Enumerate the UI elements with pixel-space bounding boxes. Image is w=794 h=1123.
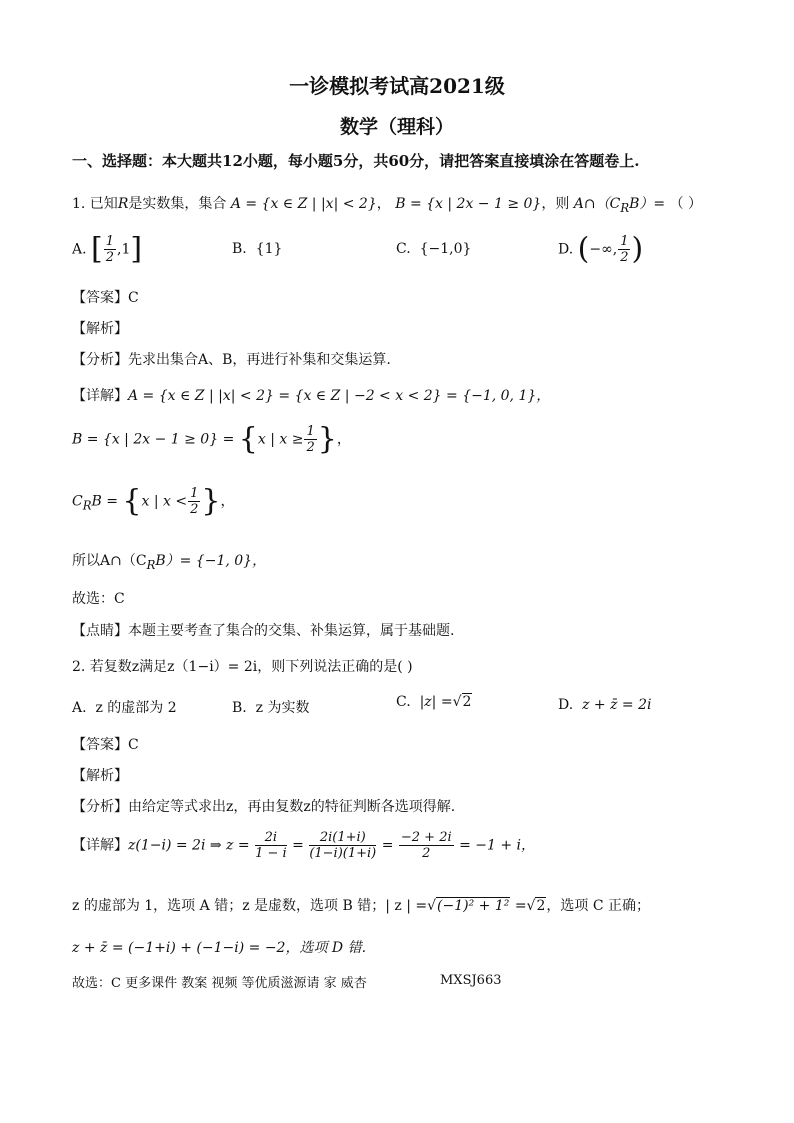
q1-option-a-label: A. [72,241,87,258]
q2-option-c-radicand: 2 [462,694,472,710]
q2-conclusion: 故选：C 更多课件 教案 视频 等优质滋源请 家 威杏 [72,976,367,991]
q1-prefix: 1. 已知 [72,196,118,212]
q1-conclusion: 故选：C [72,591,125,607]
q1-step3-frac: $\frac{1}{2}$ [190,486,199,517]
q1-option-b-label: B. [232,241,247,257]
q2-frac-3: $\frac{-2 + 2i}{2}$ [400,830,452,861]
q1-option-c-value: {−1,0} [419,241,472,257]
q1-fenxi [72,349,391,369]
q2-step2-radicand-2: 2 [536,898,546,914]
q1-option-c [396,241,471,257]
q1-dianjing-text: 本题主要考查了集合的交集、补集运算，属于基础题. [128,623,455,639]
q2-option-b-text: z 为实数 [255,700,310,716]
q2-fenxi-tag: 【分析】 [72,799,128,815]
q2-step2: z 的虚部为 1，选项 A 错；z 是虚数，选项 B 错；| z | =√(−1)² + 1² =√2，选项 C 正确； [72,898,651,914]
q2-frac-2: $\frac{2i(1+i)}{(1-i)(1+i)}$ [309,830,377,861]
q1-setA: A = {x ∈ Z | |x| < 2} [230,196,377,212]
q2-option-c-label: C. [396,694,411,710]
q2-step2-c: ，选项 C 正确； [546,898,651,914]
q1-step3-set: x | x < [141,493,188,510]
q2-step3 [72,937,366,957]
q1-step3-sub: R [82,498,92,513]
q1-option-d: D. (−∞, $\frac{1}{2}$ ) [558,231,644,267]
q2-option-a [72,697,177,717]
q2-xiangjie-tag: 【详解】 [72,837,128,854]
q1-step3: $C_RB = \{x$ | x < $\frac{1}{2}$ }， [72,483,235,519]
q2-option-d-text: z + z̄ = 2i [582,697,652,713]
q1-step4-end: B）= {−1, 0}， [155,553,267,569]
q2-option-b-label: B. [232,700,247,716]
q1-step1-text: A = {x ∈ Z | |x| < 2} = {x ∈ Z | −2 < x < 2} = {−1, 0, 1}， [128,388,551,404]
q1-step2-set: x | x ≥ [257,431,304,448]
q1-jiexi: 【解析】 [72,321,128,337]
q2-option-c-head: |z| = [419,694,453,710]
q2-step2-b: = [514,898,527,914]
q1-option-a: A. [ $\frac{1}{2}$ ,1] [72,231,143,267]
q1-option-c-label: C. [396,241,411,257]
q1-dianjing [72,620,454,640]
q2-option-d-label: D. [558,697,574,713]
q1-step4-sub: R [146,557,156,572]
q2-fenxi-text: 由给定等式求出z，再由复数z的特征判断各选项得解. [128,799,456,815]
page-title: 一诊模拟考试高2021级 [289,74,505,98]
q1-step3-tail: ， [220,493,235,510]
q1-answer-tag: 【答案】 [72,290,128,306]
q1-then: ，则 [541,196,570,212]
q2-option-a-label: A. [72,700,87,716]
q1-xiangjie-tag: 【详解】 [72,388,128,404]
q2-step1-head: z(1−i) = 2i ⇒ z = [128,837,250,854]
q2-eq-2: = [381,837,394,854]
q2-stem: 2. 若复数z满足z（1−i）= 2i，则下列说法正确的是( ) [72,659,413,675]
q2-option-b [232,697,309,717]
q1-stem [72,193,702,215]
q1-step3-head: C [72,493,83,510]
q1-step2-frac: $\frac{1}{2}$ [306,424,315,455]
q2-step2-radicand: (−1)² + 1² [437,898,510,914]
q2-option-a-text: z 的虚部为 2 [95,700,177,716]
section-heading: 一、选择题：本大题共12小题，每小题5分，共60分，请把答案直接填涂在答题卷上. [72,152,640,170]
q2-eq-1: = [292,837,304,854]
q1-step4 [72,550,266,572]
q2-answer-value: C [128,737,139,753]
q1-step1 [72,385,550,405]
q1-setB: B = {x | 2x − 1 ≥ 0} [395,196,542,212]
q1-r: R [117,196,129,212]
q1-option-d-head: −∞, [589,241,618,258]
q1-option-b [232,241,282,257]
q1-option-b-value: {1} [255,241,283,257]
q2-step1-tail: = −1 + i， [459,837,536,854]
q2-frac-1: $\frac{2i}{1 - i}$ [255,830,287,861]
q1-comma: ， [376,196,391,212]
q1-step4-head: 所以A∩（C [72,553,147,569]
q1-option-d-frac: $\frac{1}{2}$ [620,234,629,265]
q1-dianjing-tag: 【点睛】 [72,623,128,639]
q1-step2-tail: ， [336,431,351,448]
q2-answer [72,734,139,754]
q2-step3-text: z + z̄ = (−1+i) + (−1−i) = −2，选项 D 错. [72,940,367,956]
q1-expr-sub: R [620,200,630,215]
q1-fenxi-tag: 【分析】 [72,352,128,368]
page-subtitle: 数学（理科） [339,116,454,138]
q1-option-a-frac: $\frac{1}{2}$ [105,234,115,265]
q2-option-d [558,697,652,713]
watermark-code: MXSJ663 [440,973,502,988]
q2-fenxi [72,796,455,816]
q1-step2-head: B = {x | 2x − 1 ≥ 0} = [72,431,235,448]
q1-expr-end: B）= [629,196,666,212]
q1-fenxi-text: 先求出集合A、B，再进行补集和交集运算. [128,352,391,368]
q2-option-c: C. |z| =√2 [396,694,472,710]
q1-expr: A∩（C [573,196,621,212]
q2-step1 [72,830,535,861]
q1-step3-mid: B = [91,493,118,510]
q1-option-d-label: D. [558,241,574,258]
q2-step2-a: z 的虚部为 1，选项 A 错；z 是虚数，选项 B 错；| z | = [72,898,428,914]
q1-answer-value: C [128,290,139,306]
q1-option-a-tail: ,1 [117,241,131,258]
q1-mid: 是实数集，集合 [128,196,227,212]
q1-step2: B = {x | 2x − 1 ≥ 0} = {x | x ≥ $\frac{1}{2}$ }， [72,421,351,457]
q2-answer-tag: 【答案】 [72,737,128,753]
q1-answer [72,287,139,307]
q1-blank: （ ） [669,196,703,212]
q2-jiexi: 【解析】 [72,768,128,784]
